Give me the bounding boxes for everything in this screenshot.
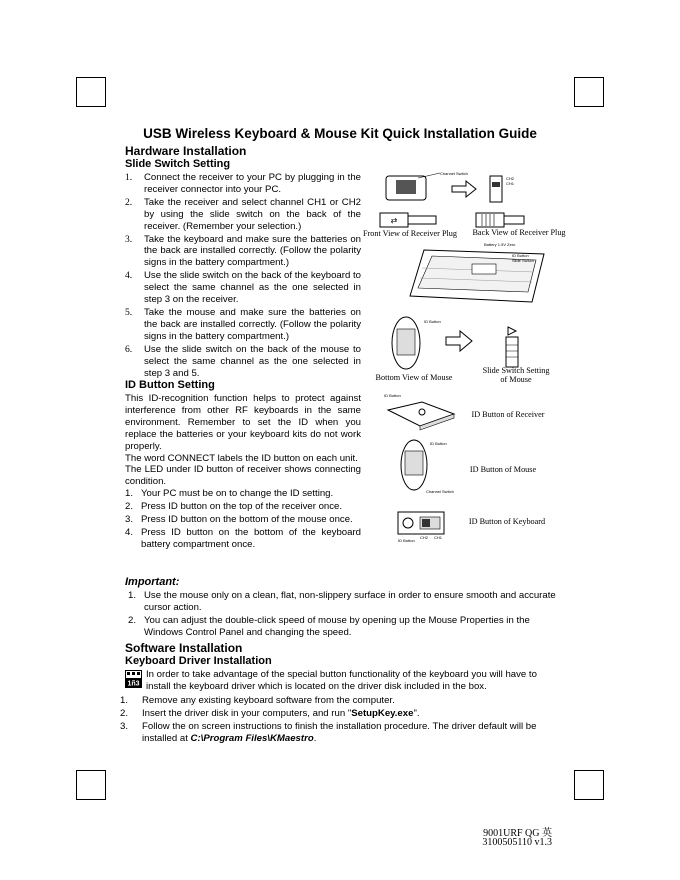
list-text-bold: SetupKey.exe: [351, 708, 414, 719]
svg-text:ID Button: ID Button: [424, 319, 441, 324]
svg-text:Channel Switch: Channel Switch: [426, 489, 454, 494]
list-text-pre: Follow the on screen instructions to finish the installation procedure. The driver default will be installed at: [142, 721, 537, 744]
id-section: [125, 393, 361, 552]
list-item: [125, 234, 361, 270]
slide-switch-heading: Slide Switch Setting: [125, 158, 231, 170]
list-number: 1.: [125, 488, 134, 500]
label-ch2: CH2: [506, 176, 515, 181]
svg-text:1ñ3: 1ñ3: [127, 680, 140, 688]
list-text: [142, 708, 560, 720]
list-item: [125, 307, 361, 343]
list-text: [142, 721, 560, 745]
list-number: 4.: [125, 270, 133, 282]
list-item: [120, 695, 560, 707]
caption-back-view: Back View of Receiver Plug: [472, 228, 566, 237]
list-item: [125, 488, 361, 500]
list-item: [125, 344, 361, 380]
footer-version: 3100505110 v1.3: [482, 837, 552, 848]
list-text-post: .: [313, 733, 317, 744]
keyboard-id-illustration: [396, 508, 456, 546]
list-number: 6.: [125, 343, 133, 355]
caption-id-mouse: ID Button of Mouse: [469, 465, 537, 474]
list-text-post: ".: [413, 708, 420, 719]
driver-steps: [120, 695, 560, 746]
slide-steps: [125, 172, 361, 380]
list-number: 3.: [120, 721, 129, 732]
list-number: 2.: [128, 615, 137, 626]
svg-text:CH1: CH1: [434, 535, 443, 540]
caption-id-receiver: ID Button of Receiver: [471, 410, 545, 419]
list-text: Use the slide switch on the back of the keyboard to select the same channel as the one selected in step 3 on the receiver.: [144, 270, 361, 306]
list-number: 4.: [125, 526, 134, 538]
list-text: Press ID button on the bottom of the mouse once.: [141, 514, 353, 526]
svg-text:ID Button: ID Button: [398, 538, 415, 543]
list-text: Use the slide switch on the back of the mouse to select the same channel as the one selected in step 3 and 5.: [144, 343, 361, 379]
caption-slide-mouse: Slide Switch Setting of Mouse: [482, 366, 550, 384]
registration-mark-top-right: [574, 77, 604, 107]
list-item: [128, 590, 556, 614]
registration-mark-bottom-right: [574, 770, 604, 800]
list-number: 1.: [128, 590, 137, 601]
label-slide-switch: Slide Switch: [512, 258, 534, 263]
important-heading: Important:: [125, 576, 180, 588]
list-number: 3.: [125, 233, 133, 245]
id-paragraph-2: The word CONNECT labels the ID button on each unit.: [125, 452, 358, 464]
important-list: [128, 590, 556, 640]
receiver-id-illustration: [382, 392, 462, 432]
list-item: [125, 514, 361, 526]
list-text: Press ID button on the top of the receiver once.: [141, 501, 343, 513]
id-paragraph-1: This ID-recognition function helps to protect against interference from other RF keyboards in the same environment. Remember to set the ID when you replace the batteries or your keyboard kits do not work properly.: [125, 393, 361, 452]
list-text: Press ID button on the bottom of the keyboard battery compartment once.: [141, 526, 361, 550]
list-text: Connect the receiver to your PC by plugging in the receiver connector into your PC.: [144, 172, 361, 195]
label-ch1: CH1: [506, 181, 515, 186]
list-item: [125, 197, 361, 233]
footer-code: 9001URF QG 英: [483, 828, 552, 839]
list-text-bold: C:\Program Files\KMaestro: [190, 733, 314, 744]
receiver-top-illustration: [378, 168, 543, 230]
registration-mark-bottom-left: [76, 770, 106, 800]
list-item: [125, 270, 361, 306]
list-item: [125, 501, 361, 513]
page-title: USB Wireless Keyboard & Mouse Kit Quick Installation Guide: [143, 126, 537, 141]
list-number: 2.: [125, 196, 133, 208]
caption-bottom-mouse: Bottom View of Mouse: [375, 373, 453, 382]
list-text: Take the keyboard and make sure the batteries on the back are installed correctly. (Follow the polarity signs in the battery compartment.): [144, 233, 361, 269]
caption-id-keyboard: ID Button of Keyboard: [468, 517, 546, 526]
driver-heading: Keyboard Driver Installation: [125, 655, 272, 667]
list-text-pre: Insert the driver disk in your computers, and run ": [142, 708, 352, 719]
registration-mark-top-left: [76, 77, 106, 107]
list-number: 1.: [120, 695, 129, 706]
list-number: 1.: [125, 172, 133, 183]
list-item: [120, 708, 560, 720]
hardware-heading: Hardware Installation: [125, 144, 247, 158]
mouse-bottom-illustration: [386, 315, 556, 373]
list-number: 2.: [125, 501, 134, 513]
list-number: 3.: [125, 514, 134, 526]
list-item: [125, 527, 361, 551]
list-item: [125, 172, 361, 196]
label-battery: Battery 1.5V Zero: [484, 242, 516, 247]
svg-text:CH2: CH2: [420, 535, 429, 540]
list-text: Take the mouse and make sure the batteries on the back are installed correctly. (Follow the polarity signs in the battery compartment.): [144, 306, 361, 342]
id-button-heading: ID Button Setting: [125, 379, 215, 391]
list-text: Take the receiver and select channel CH1 or CH2 by using the slide switch on the back of the receiver. (Remember your selection.): [144, 196, 361, 232]
list-item: [120, 721, 560, 745]
list-text: Use the mouse only on a clean, flat, non-slippery surface in order to ensure smooth and accurate cursor action.: [144, 590, 556, 613]
list-text: You can adjust the double-click speed of mouse by opening up the Mouse Properties in the Windows Control Panel and changing the speed.: [144, 615, 530, 638]
label-id-btn: ID Button: [384, 393, 401, 398]
list-text: Your PC must be on to change the ID setting.: [141, 488, 334, 500]
caption-front-view: Front View of Receiver Plug: [363, 229, 457, 238]
label-channel-switch: Channel Switch: [440, 171, 468, 176]
svg-text:ID Button: ID Button: [430, 441, 447, 446]
list-item: [128, 615, 556, 639]
info-icon: [125, 670, 142, 688]
svg-text:⇄: ⇄: [390, 216, 398, 225]
software-heading: Software Installation: [125, 641, 243, 655]
list-text: Remove any existing keyboard software from the computer.: [142, 695, 395, 706]
mouse-id-illustration: [396, 437, 456, 495]
driver-intro: In order to take advantage of the special button functionality of the keyboard you will have to install the keyboard driver which is located on the driver disk included in the box.: [146, 669, 537, 692]
keyboard-illustration: [404, 240, 554, 308]
label-id-button: ID Button: [512, 253, 529, 258]
id-paragraph-3: The LED under ID button of receiver shows connecting condition.: [125, 464, 361, 488]
list-number: 2.: [120, 708, 129, 719]
list-number: 5.: [125, 306, 133, 318]
